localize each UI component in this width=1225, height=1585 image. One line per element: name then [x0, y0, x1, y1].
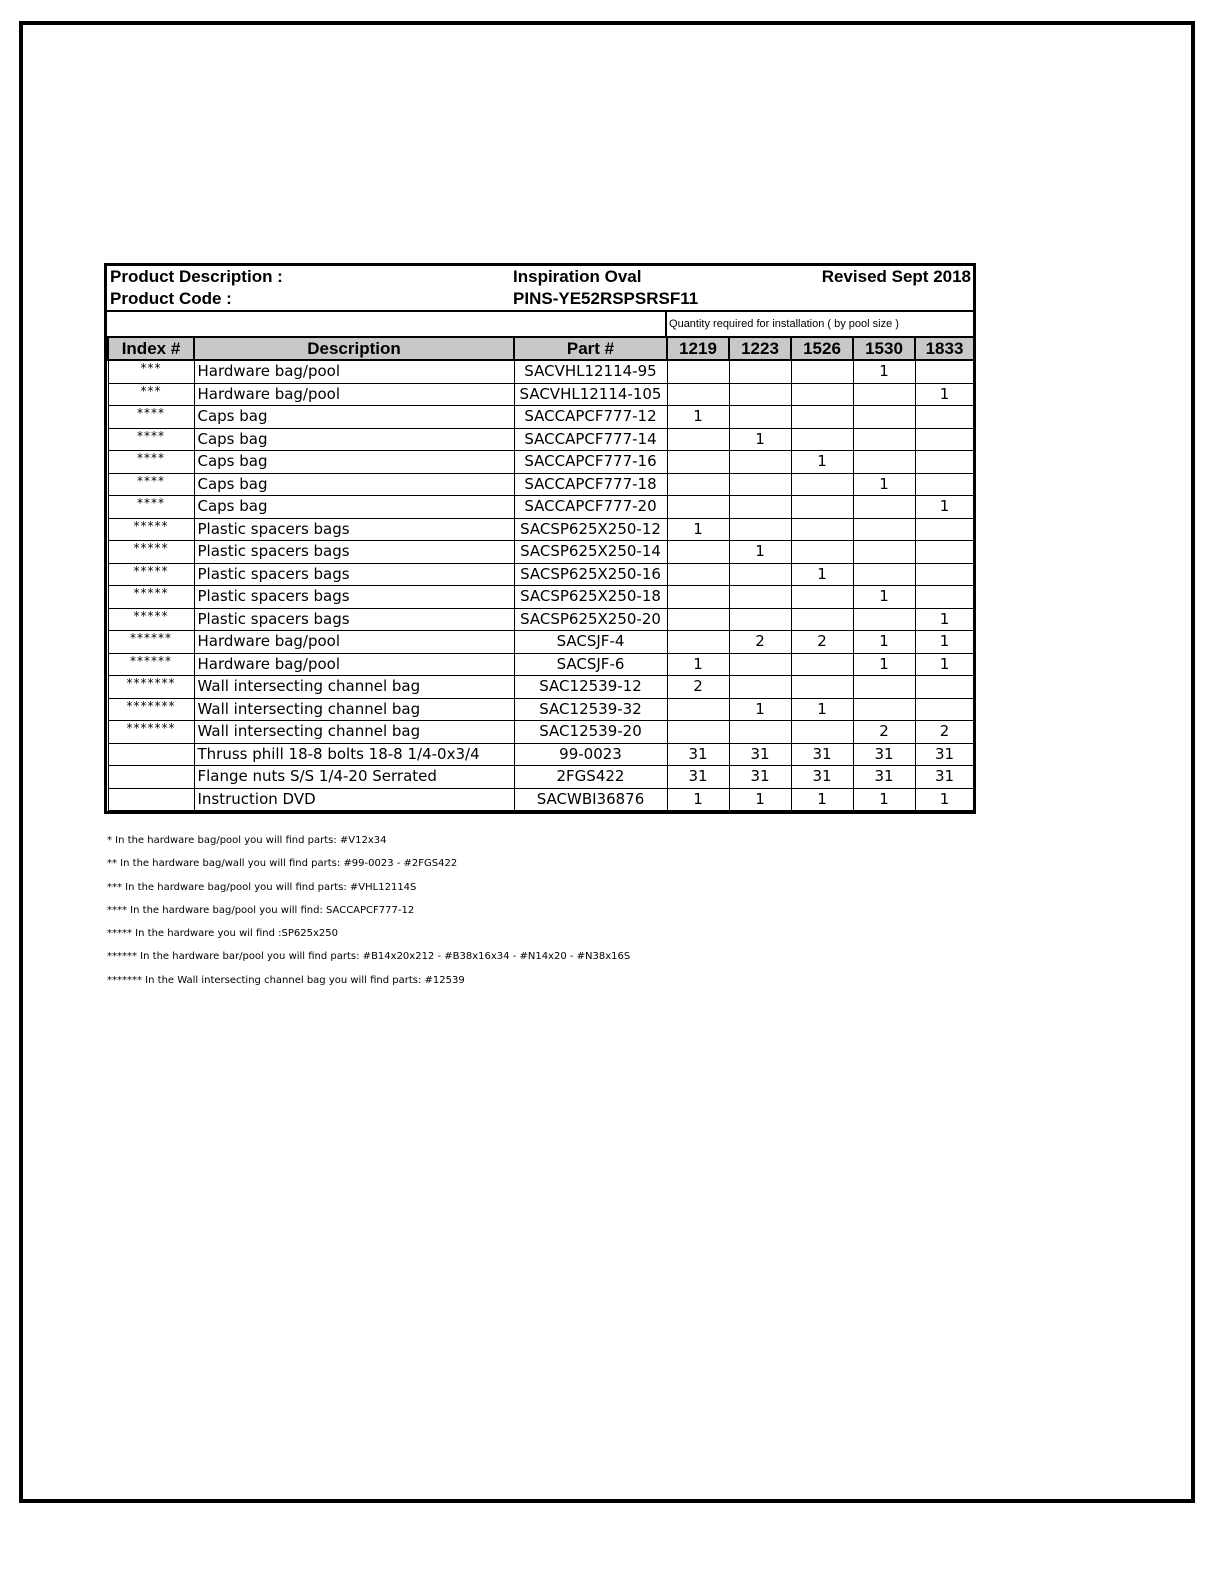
quantity-cell: 31	[667, 766, 729, 789]
table-row	[108, 496, 974, 519]
footnote: ****** In the hardware bar/pool you will find parts: #B14x20x212 - #B38x16x34 - #N14x20 - #N38x16S	[107, 951, 631, 963]
table-row	[108, 541, 974, 564]
part-number-cell: SACVHL12114-95	[514, 360, 667, 383]
quantity-cell	[853, 563, 915, 586]
quantity-cell	[729, 676, 791, 699]
part-number-cell: SACWBI36876	[514, 788, 667, 811]
quantity-cell	[915, 428, 974, 451]
product-code-value: PINS-YE52RSPSRSF11	[513, 289, 699, 308]
footnote: * In the hardware bag/pool you will find parts: #V12x34	[107, 835, 387, 846]
column-header-description: Description	[194, 337, 514, 360]
quantity-cell: 1	[915, 383, 974, 406]
footnote: ** In the hardware bag/wall you will find parts: #99-0023 - #2FGS422	[107, 858, 458, 870]
footnote: ***** In the hardware you wil find :SP625x250	[107, 928, 338, 940]
quantity-cell	[791, 383, 853, 406]
description-cell: Hardware bag/pool	[194, 360, 514, 383]
quantity-cell	[791, 676, 853, 699]
quantity-cell: 31	[915, 743, 974, 766]
quantity-cell: 1	[667, 653, 729, 676]
quantity-cell: 1	[791, 698, 853, 721]
table-row	[108, 518, 974, 541]
quantity-cell	[853, 541, 915, 564]
part-number-cell: SACSP625X250-16	[514, 563, 667, 586]
quantity-cell	[915, 406, 974, 429]
index-cell: *******	[108, 676, 194, 699]
description-cell: Caps bag	[194, 406, 514, 429]
part-number-cell: 99-0023	[514, 743, 667, 766]
table-row	[108, 383, 974, 406]
quantity-cell	[791, 586, 853, 609]
quantity-cell	[853, 428, 915, 451]
quantity-cell: 31	[791, 743, 853, 766]
part-number-cell: SACSP625X250-20	[514, 608, 667, 631]
quantity-cell	[667, 360, 729, 383]
part-number-cell: SACSP625X250-18	[514, 586, 667, 609]
index-cell: *****	[108, 563, 194, 586]
quantity-cell	[729, 518, 791, 541]
quantity-cell: 1	[853, 360, 915, 383]
description-cell: Caps bag	[194, 496, 514, 519]
quantity-cell	[853, 676, 915, 699]
quantity-cell	[791, 518, 853, 541]
index-cell: *****	[108, 608, 194, 631]
description-cell: Plastic spacers bags	[194, 608, 514, 631]
quantity-cell: 1	[667, 788, 729, 811]
quantity-cell	[729, 451, 791, 474]
description-cell: Flange nuts S/S 1/4-20 Serrated	[194, 766, 514, 789]
column-header-size: 1833	[915, 337, 974, 360]
description-cell: Plastic spacers bags	[194, 518, 514, 541]
table-row	[108, 721, 974, 744]
quantity-cell: 1	[915, 631, 974, 654]
quantity-cell	[729, 360, 791, 383]
revised-date: Revised Sept 2018	[821, 267, 972, 286]
part-number-cell: SAC12539-12	[514, 676, 667, 699]
quantity-cell	[915, 563, 974, 586]
part-number-cell: SAC12539-20	[514, 721, 667, 744]
quantity-cell	[667, 586, 729, 609]
quantity-cell	[791, 496, 853, 519]
quantity-cell: 2	[729, 631, 791, 654]
quantity-cell: 1	[729, 428, 791, 451]
table-row	[108, 766, 974, 789]
table-row	[108, 608, 974, 631]
quantity-cell	[853, 383, 915, 406]
index-cell: ****	[108, 406, 194, 429]
quantity-cell: 1	[667, 406, 729, 429]
quantity-cell: 31	[729, 766, 791, 789]
quantity-cell	[667, 383, 729, 406]
quantity-cell	[729, 473, 791, 496]
part-number-cell: SACVHL12114-105	[514, 383, 667, 406]
index-cell: ****	[108, 496, 194, 519]
quantity-cell	[729, 653, 791, 676]
part-number-cell: SACSJF-6	[514, 653, 667, 676]
footnote: *** In the hardware bag/pool you will find parts: #VHL12114S	[107, 881, 417, 893]
table-row	[108, 586, 974, 609]
parts-sheet	[104, 263, 976, 814]
quantity-cell: 1	[853, 586, 915, 609]
description-cell: Caps bag	[194, 451, 514, 474]
index-cell: *****	[108, 541, 194, 564]
part-number-cell: SACCAPCF777-16	[514, 451, 667, 474]
table-row	[108, 451, 974, 474]
quantity-cell: 1	[791, 451, 853, 474]
quantity-cell	[667, 541, 729, 564]
quantity-cell	[667, 631, 729, 654]
footnote: ******* In the Wall intersecting channel bag you will find parts: #12539	[107, 974, 465, 986]
quantity-cell	[667, 496, 729, 519]
index-cell: ****	[108, 473, 194, 496]
description-cell: Instruction DVD	[194, 788, 514, 811]
index-cell: ******	[108, 653, 194, 676]
quantity-cell	[853, 698, 915, 721]
part-number-cell: SACSP625X250-12	[514, 518, 667, 541]
quantity-cell: 1	[667, 518, 729, 541]
table-row	[108, 676, 974, 699]
quantity-cell: 31	[791, 766, 853, 789]
product-code-label: Product Code :	[110, 289, 232, 308]
column-header-size: 1219	[667, 337, 729, 360]
quantity-cell: 1	[791, 563, 853, 586]
quantity-cell	[729, 721, 791, 744]
description-cell: Caps bag	[194, 428, 514, 451]
index-cell: ***	[108, 360, 194, 383]
table-row	[108, 360, 974, 383]
table-row	[108, 788, 974, 811]
quantity-cell: 31	[853, 743, 915, 766]
index-cell: ****	[108, 428, 194, 451]
quantity-cell	[853, 518, 915, 541]
description-cell: Wall intersecting channel bag	[194, 698, 514, 721]
index-cell: *****	[108, 586, 194, 609]
index-cell: ***	[108, 383, 194, 406]
quantity-cell	[667, 428, 729, 451]
column-header-index: Index #	[108, 337, 194, 360]
quantity-cell	[667, 451, 729, 474]
quantity-cell	[791, 608, 853, 631]
quantity-cell	[915, 473, 974, 496]
description-cell: Caps bag	[194, 473, 514, 496]
quantity-cell	[729, 496, 791, 519]
quantity-cell	[853, 451, 915, 474]
index-cell: *******	[108, 698, 194, 721]
quantity-cell	[853, 608, 915, 631]
part-number-cell: SACSJF-4	[514, 631, 667, 654]
quantity-cell: 1	[853, 631, 915, 654]
part-number-cell: SAC12539-32	[514, 698, 667, 721]
table-row	[108, 698, 974, 721]
footnote: **** In the hardware bag/pool you will find: SACCAPCF777-12	[107, 904, 415, 916]
quantity-cell	[915, 676, 974, 699]
product-description-value: Inspiration Oval	[513, 267, 642, 286]
quantity-cell: 31	[667, 743, 729, 766]
quantity-cell	[667, 608, 729, 631]
quantity-cell: 2	[853, 721, 915, 744]
quantity-cell: 31	[915, 766, 974, 789]
product-description-label: Product Description :	[110, 267, 283, 286]
quantity-cell: 1	[915, 496, 974, 519]
quantity-cell: 1	[853, 788, 915, 811]
quantity-cell: 1	[729, 698, 791, 721]
column-header-size: 1530	[853, 337, 915, 360]
part-number-cell: SACCAPCF777-20	[514, 496, 667, 519]
part-number-cell: SACCAPCF777-14	[514, 428, 667, 451]
quantity-cell	[791, 653, 853, 676]
description-cell: Plastic spacers bags	[194, 541, 514, 564]
column-header-row	[108, 337, 974, 360]
column-header-part: Part #	[514, 337, 667, 360]
description-cell: Wall intersecting channel bag	[194, 676, 514, 699]
description-cell: Hardware bag/pool	[194, 653, 514, 676]
quantity-cell: 1	[915, 608, 974, 631]
index-cell	[108, 743, 194, 766]
quantity-cell: 1	[853, 653, 915, 676]
quantity-cell	[667, 721, 729, 744]
index-cell: ******	[108, 631, 194, 654]
header-table	[107, 266, 973, 336]
quantity-cell: 1	[729, 788, 791, 811]
index-cell: *****	[108, 518, 194, 541]
index-cell: *******	[108, 721, 194, 744]
quantity-cell	[729, 563, 791, 586]
quantity-cell: 1	[915, 788, 974, 811]
quantity-cell	[729, 406, 791, 429]
quantity-cell	[791, 541, 853, 564]
description-cell: Thruss phill 18-8 bolts 18-8 1/4-0x3/4	[194, 743, 514, 766]
quantity-cell	[791, 360, 853, 383]
quantity-cell: 31	[853, 766, 915, 789]
quantity-cell	[729, 383, 791, 406]
index-cell	[108, 788, 194, 811]
blank-cell	[107, 311, 666, 336]
quantity-cell: 1	[729, 541, 791, 564]
quantity-cell	[853, 406, 915, 429]
quantity-cell	[729, 586, 791, 609]
table-row	[108, 743, 974, 766]
parts-table	[107, 336, 975, 811]
quantity-cell: 2	[791, 631, 853, 654]
quantity-cell: 1	[791, 788, 853, 811]
part-number-cell: SACCAPCF777-12	[514, 406, 667, 429]
description-cell: Hardware bag/pool	[194, 383, 514, 406]
description-cell: Wall intersecting channel bag	[194, 721, 514, 744]
description-cell: Hardware bag/pool	[194, 631, 514, 654]
quantity-cell: 2	[915, 721, 974, 744]
column-header-size: 1526	[791, 337, 853, 360]
table-row	[108, 428, 974, 451]
part-number-cell: SACSP625X250-14	[514, 541, 667, 564]
quantity-cell	[791, 473, 853, 496]
index-cell	[108, 766, 194, 789]
footnotes	[107, 829, 807, 992]
quantity-cell	[915, 698, 974, 721]
quantity-cell	[915, 541, 974, 564]
quantity-cell	[915, 586, 974, 609]
quantity-cell	[791, 406, 853, 429]
description-cell: Plastic spacers bags	[194, 586, 514, 609]
quantity-cell	[853, 496, 915, 519]
table-row	[108, 473, 974, 496]
table-row	[108, 631, 974, 654]
index-cell: ****	[108, 451, 194, 474]
column-header-size: 1223	[729, 337, 791, 360]
quantity-cell: 31	[729, 743, 791, 766]
quantity-cell	[667, 473, 729, 496]
quantity-cell	[915, 518, 974, 541]
part-number-cell: 2FGS422	[514, 766, 667, 789]
quantity-cell	[915, 451, 974, 474]
quantity-cell	[791, 721, 853, 744]
table-row	[108, 653, 974, 676]
quantity-cell	[729, 608, 791, 631]
quantity-caption: Quantity required for installation ( by pool size )	[666, 311, 973, 336]
table-row	[108, 406, 974, 429]
quantity-cell: 1	[853, 473, 915, 496]
quantity-cell	[915, 360, 974, 383]
description-cell: Plastic spacers bags	[194, 563, 514, 586]
table-row	[108, 563, 974, 586]
quantity-cell	[667, 563, 729, 586]
quantity-cell	[667, 698, 729, 721]
quantity-cell: 1	[915, 653, 974, 676]
quantity-cell: 2	[667, 676, 729, 699]
part-number-cell: SACCAPCF777-18	[514, 473, 667, 496]
quantity-cell	[791, 428, 853, 451]
